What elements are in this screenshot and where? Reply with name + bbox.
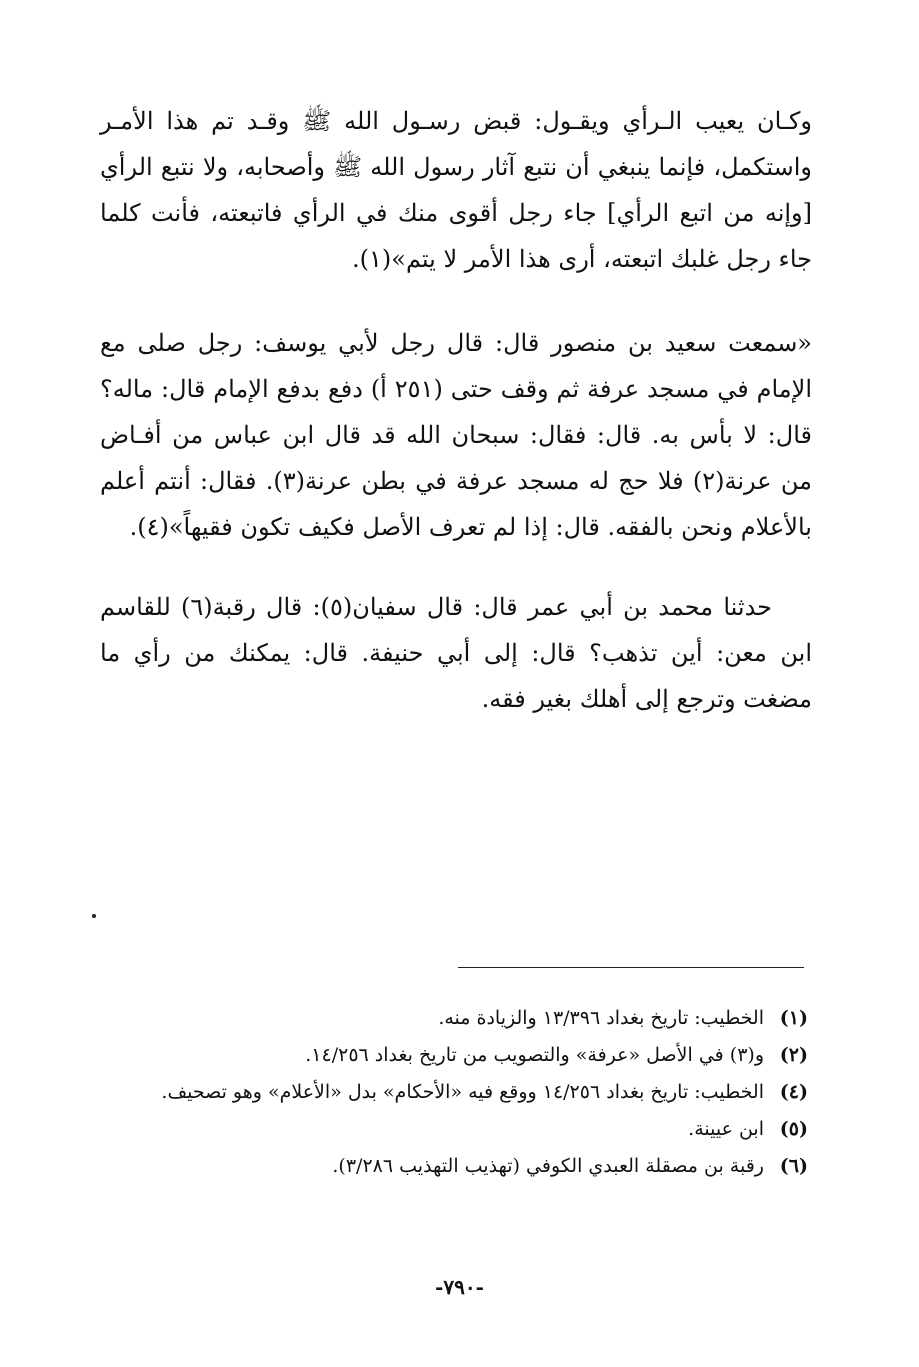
footnote-text: الخطيب: تاريخ بغداد ١٤/٢٥٦ ووقع فيه «الأحكام» بدل «الأعلام» وهو تصحيف. bbox=[161, 1081, 764, 1103]
footnote-1 bbox=[108, 1000, 808, 1037]
paragraph-3-text: حدثنا محمد بن أبي عمر قال: قال سفيان(٥): قال رقبة(٦) للقاسم ابن معن: أين تذهب؟ قال: إلى أبي حنيفة. قال: يمكنك من رأي ما مضغت وترجع إلى أهلك بغير فقه. bbox=[100, 593, 812, 713]
paragraph-1: وكـان يعيب الـرأي ويقـول: قبض رسـول الله ﷺ وقـد تم هذا الأمـر واستكمل، فإنما ينبغي أن نتبع آثار رسول الله ﷺ وأصحابه، ولا نتبع الرأي [وإنه من اتبع الرأي] جاء رجل أقوى منك في الرأي فاتبعته، فأنت كلما جاء رجل غلبك اتبعته، أرى هذا الأمر لا يتم»(١). bbox=[100, 107, 812, 273]
ink-speck bbox=[92, 914, 96, 918]
footnote-separator bbox=[458, 967, 804, 968]
footnote-2 bbox=[108, 1037, 808, 1074]
footnote-4 bbox=[108, 1074, 808, 1111]
footnote-number: (٥) bbox=[779, 1118, 808, 1140]
paragraph-2: «سمعت سعيد بن منصور قال: قال رجل لأبي يوسف: رجل صلى مع الإمام في مسجد عرفة ثم وقف حتى (٢٥١ أ) دفع بدفع الإمام قال: ماله؟ قال: لا بأس به. قال: فقال: سبحان الله قد قال ابن عباس من أفـاض من عرنة(٢) فلا حج له مسجد عرفة في بطن عرنة(٣). فقال: أنتم أعلم بالأعلام ونحن بالفقه. قال: إذا لم تعرف الأصل فكيف تكون فقيهاً»(٤). bbox=[100, 329, 813, 541]
footnote-text: و(٣) في الأصل «عرفة» والتصويب من تاريخ بغداد ١٤/٢٥٦. bbox=[305, 1044, 764, 1066]
footnote-text: ابن عيينة. bbox=[688, 1118, 764, 1140]
footnote-text: الخطيب: تاريخ بغداد ١٣/٣٩٦ والزيادة منه. bbox=[438, 1007, 764, 1029]
footnote-number: (٦) bbox=[779, 1155, 808, 1177]
page-number: -٧٩٠- bbox=[435, 1275, 484, 1299]
footnote-5 bbox=[108, 1111, 808, 1148]
paragraph-3 bbox=[100, 584, 812, 722]
footnotes bbox=[108, 1000, 808, 1185]
footnote-6 bbox=[108, 1148, 808, 1185]
footnote-number: (١) bbox=[779, 1007, 808, 1029]
footnote-text: رقبة بن مصقلة العبدي الكوفي (تهذيب التهذيب ٣/٢٨٦). bbox=[332, 1155, 764, 1177]
footnote-number: (٤) bbox=[779, 1081, 808, 1103]
footnote-number: (٢) bbox=[779, 1044, 808, 1066]
